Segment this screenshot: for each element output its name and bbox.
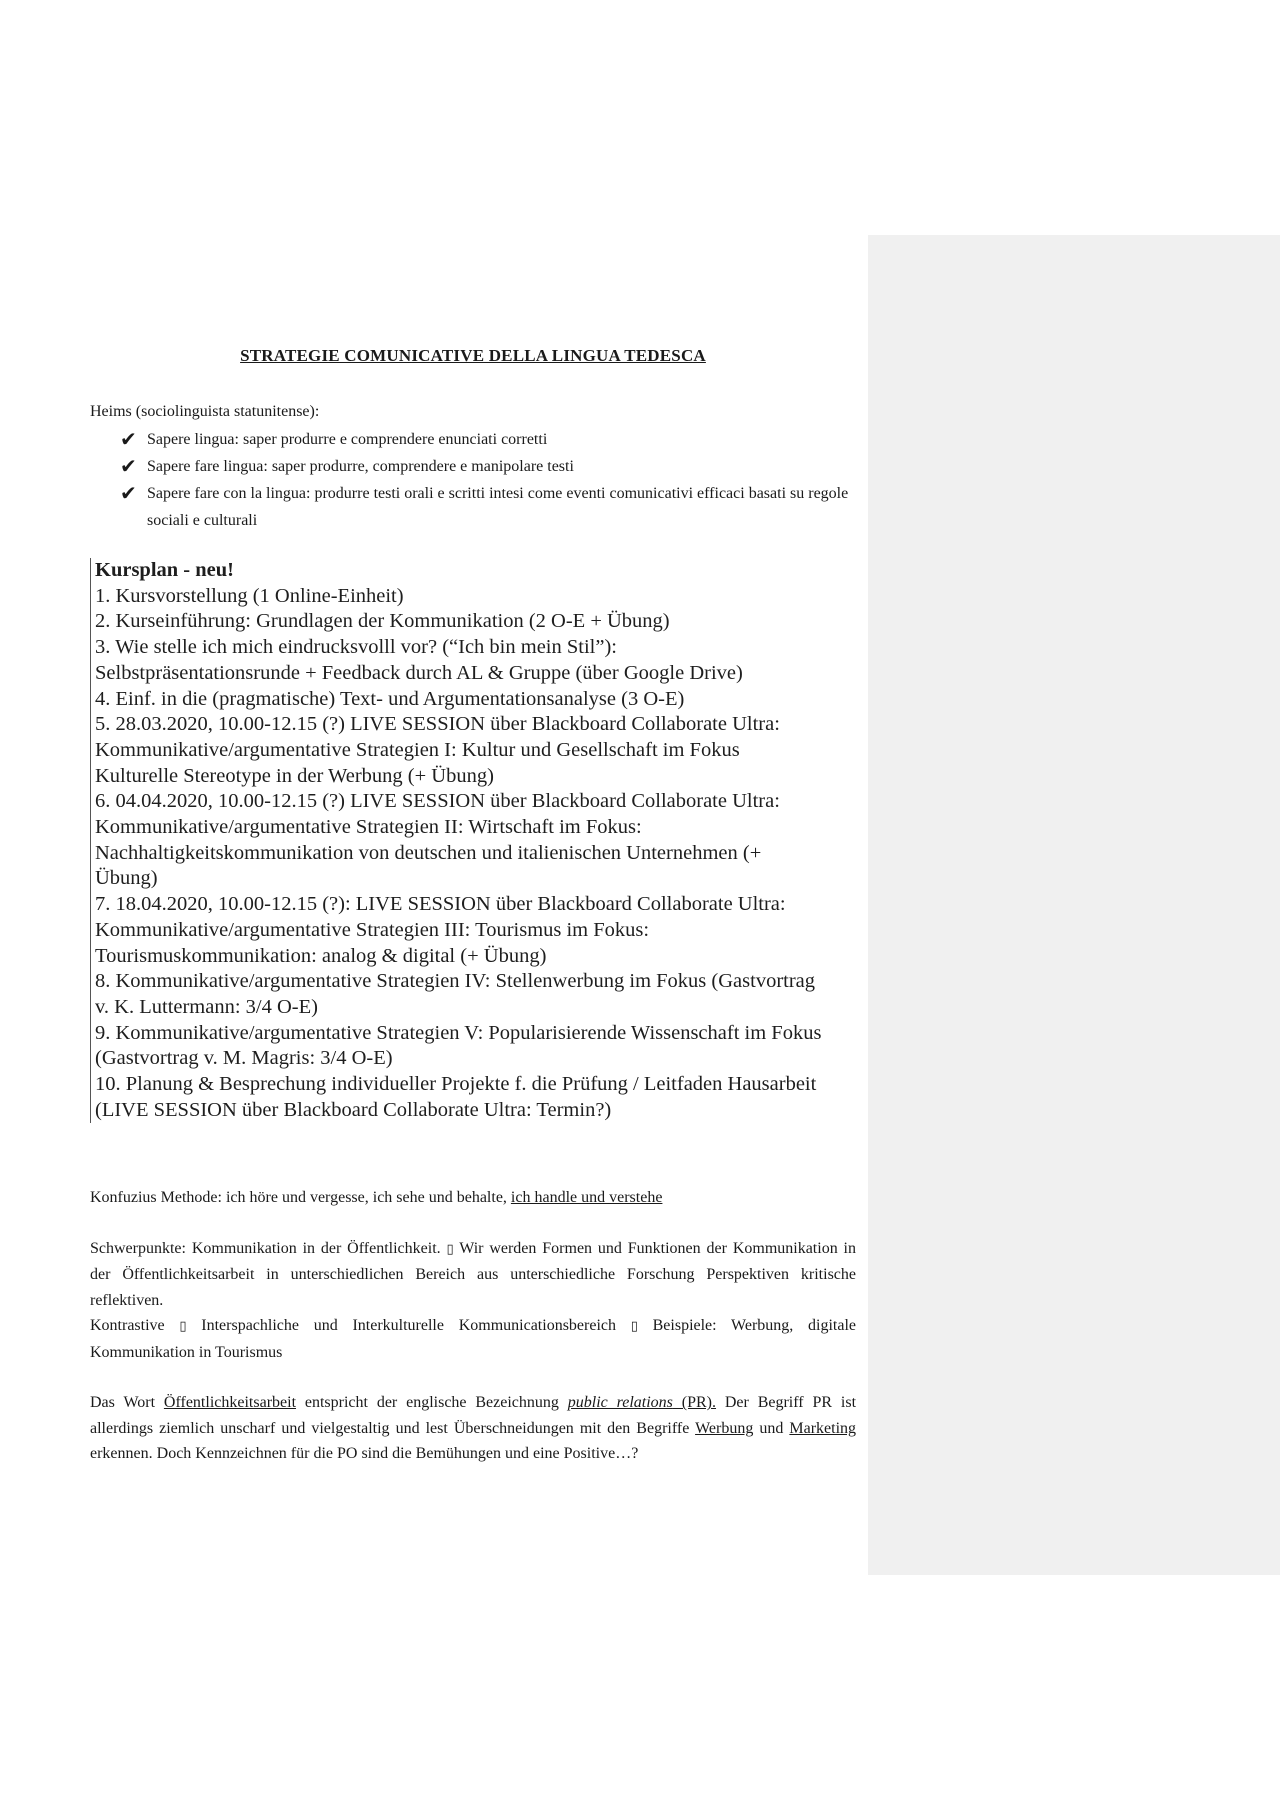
term-werbung: Werbung [695, 1419, 754, 1437]
checklist-item: ✔ Sapere lingua: saper produrre e comprendere enunciati corretti [120, 427, 548, 451]
kursplan-line: 2. Kurseinführung: Grundlagen der Kommunikation (2 O-E + Übung) [95, 610, 670, 633]
kursplan-line: Selbstpräsentationsrunde + Feedback durch AL & Gruppe (über Google Drive) [95, 661, 743, 684]
schwerpunkte-paragraph: Schwerpunkte: Kommunikation in der Öffentlichkeit. ▯ Wir werden Formen und Funktionen der Kommunikation in der Öffentlichkeitsarbeit in unterschiedlichen Bereich aus unterschiedliche Forschung Perspektiven kritische reflektiven. [90, 1239, 857, 1309]
kontrastive-paragraph: Kontrastive ▯ Interspachliche und Interkulturelle Kommunicationsbereich ▯ Beispiele: Werbung, digitale Kommunikation in Tourismus [90, 1317, 857, 1361]
term-public-relations: public relations [567, 1394, 673, 1412]
kursplan-line: Übung) [95, 867, 158, 890]
kursplan-line: (LIVE SESSION über Blackboard Collaborate Ultra: Termin?) [95, 1098, 612, 1121]
checklist [90, 426, 856, 534]
kursplan-line: 5. 28.03.2020, 10.00-12.15 (?) LIVE SESSION über Blackboard Collaborate Ultra: [95, 713, 780, 736]
checklist-item: ✔ Sapere fare con la lingua: produrre testi orali e scritti intesi come eventi comunicativi efficaci basati su regole sociali e culturali [120, 481, 849, 529]
kursplan-line: v. K. Luttermann: 3/4 O-E) [95, 995, 318, 1018]
kursplan-line: (Gastvortrag v. M. Magris: 3/4 O-E) [95, 1047, 393, 1070]
wort-paragraph: Das Wort Öffentlichkeitsarbeit entspricht der englische Bezeichnung public relations (PR). Der Begriff PR ist allerdings ziemlich unscharf und vielgestaltig und lest Überschneidungen mit den Begriffe Werbung und Marketing erkennen. Doch Kennzeichnen für die PO sind die Bemühungen und eine Positive…? [90, 1394, 857, 1463]
checkmark-icon: ✔ [120, 481, 137, 505]
checklist-item: ✔ Sapere fare lingua: saper produrre, comprendere e manipolare testi [120, 454, 574, 478]
checkmark-icon: ✔ [120, 454, 137, 478]
konfuzius-underlined: ich handle und verstehe [510, 1189, 663, 1207]
kursplan-line: 9. Kommunikative/argumentative Strategien V: Popularisierende Wissenschaft im Fokus [95, 1021, 822, 1044]
document-title: STRATEGIE COMUNICATIVE DELLA LINGUA TEDESCA [240, 346, 706, 365]
missing-glyph-icon: ▯ [630, 1319, 638, 1335]
missing-glyph-icon: ▯ [446, 1241, 454, 1257]
term-marketing: Marketing [789, 1419, 857, 1437]
kursplan-line: 1. Kursvorstellung (1 Online-Einheit) [95, 584, 404, 607]
missing-glyph-icon: ▯ [179, 1319, 187, 1335]
kursplan-line: Kommunikative/argumentative Strategien III: Tourismus im Fokus: [95, 918, 650, 941]
kursplan-heading: Kursplan - neu! [95, 559, 234, 581]
kursplan-line: 6. 04.04.2020, 10.00-12.15 (?) LIVE SESSION über Blackboard Collaborate Ultra: [95, 790, 780, 813]
kursplan-line: 4. Einf. in die (pragmatische) Text- und Argumentationsanalyse (3 O-E) [95, 687, 685, 710]
comment-margin-pane [868, 235, 1280, 1575]
kursplan-line: Tourismuskommunikation: analog & digital (+ Übung) [95, 944, 547, 967]
kursplan-line: Kommunikative/argumentative Strategien I: Kultur und Gesellschaft im Fokus [95, 738, 740, 761]
kursplan-line: Kulturelle Stereotype in der Werbung (+ Übung) [95, 764, 494, 787]
intro-line: Heims (sociolinguista statunitense): [90, 403, 320, 420]
kursplan-line: Kommunikative/argumentative Strategien II: Wirtschaft im Fokus: [95, 816, 642, 839]
kursplan-line: 3. Wie stelle ich mich eindrucksvolll vor? (“Ich bin mein Stil”): [95, 636, 617, 659]
kursplan-line: Nachhaltigkeitskommunikation von deutschen und italienischen Unternehmen (+ [95, 841, 762, 864]
checkmark-icon: ✔ [120, 427, 137, 451]
kursplan-line: 10. Planung & Besprechung individueller Projekte f. die Prüfung / Leitfaden Hausarbeit [95, 1073, 817, 1096]
kursplan-block [90, 558, 856, 1123]
konfuzius-paragraph: Konfuzius Methode: ich höre und vergesse, ich sehe und behalte, ich handle und verstehe [90, 1189, 663, 1207]
kursplan-line: 8. Kommunikative/argumentative Strategien IV: Stellenwerbung im Fokus (Gastvortrag [95, 970, 816, 993]
kursplan-line: 7. 18.04.2020, 10.00-12.15 (?): LIVE SESSION über Blackboard Collaborate Ultra: [95, 893, 786, 916]
document-body [90, 346, 856, 1467]
kursplan-lines [95, 584, 856, 1124]
term-oeffentlichkeitsarbeit: Öffentlichkeitsarbeit [163, 1394, 297, 1412]
